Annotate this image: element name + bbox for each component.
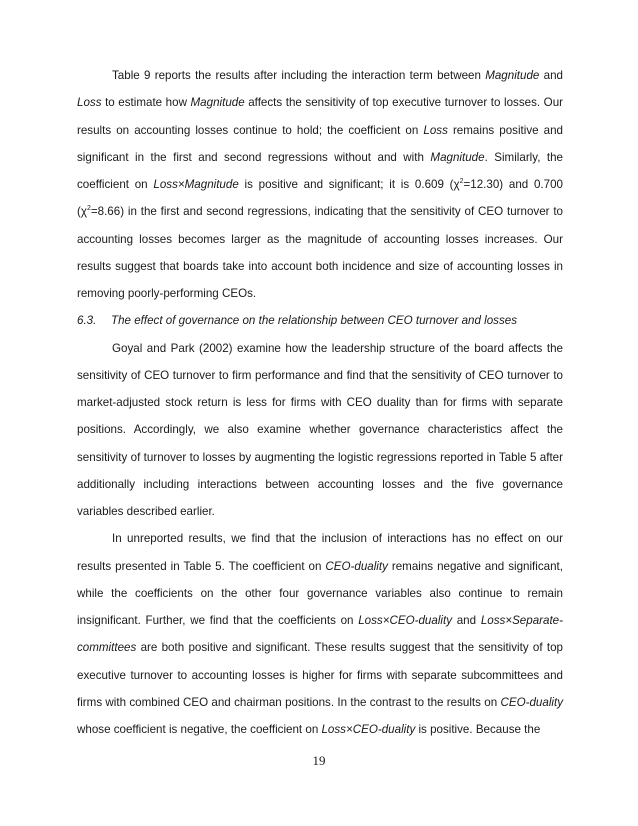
page-number: 19 [312,753,326,768]
paragraph-goyal-park: Goyal and Park (2002) examine how the leadership structure of the board affects the sensitivity of CEO turnover to firm performance and find that the sensitivity of CEO turnover to market-adjusted stock return is less for firms with CEO duality than for firms with separate positions. Accordingly, we also examine whether governance characteristics affect the sensitivity of turnover to losses by augmenting the logistic regressions reported in Table 5 after additionally including interactions between accounting losses and the five governance variables described earlier. [77,341,563,518]
page-body [77,62,563,743]
paragraph-table9-results: Table 9 reports the results after including the interaction term between Magnitude and Loss to estimate how Magnitude affects the sensitivity of top executive turnover to losses. Our results on accounting losses continue to hold; the coefficient on Loss remains positive and significant in the first and second regressions without and with Magnitude. Similarly, the coefficient on Loss×Magnitude is positive and significant; it is 0.609 $(\chi^2=12.30)$ and 0.700 $(\chi^2=8.66)$ in the first and second regressions, indicating that the sensitivity of CEO turnover to accounting losses becomes larger as the magnitude of accounting losses increases. Our results suggest that boards take into account both incidence and size of accounting losses in removing poorly-performing CEOs. [77,69,563,300]
section-heading [77,307,563,334]
section-number: 6.3. [77,314,97,328]
section-title: The effect of governance on the relationship between CEO turnover and losses [111,314,518,328]
paragraph-unreported-results: In unreported results, we find that the inclusion of interactions has no effect on our results presented in Table 5. The coefficient on CEO-duality remains negative and significant, while the coefficients on the other four governance variables also continue to remain insignificant. Further, we find that the coefficients on Loss×CEO-duality and Loss×Separate-committees are both positive and significant. These results suggest that the sensitivity of top executive turnover to accounting losses is higher for firms with separate subcommittees and firms with combined CEO and chairman positions. In the contrast to the results on CEO-duality whose coefficient is negative, the coefficient on Loss×CEO-duality is positive. Because the [77,532,563,736]
